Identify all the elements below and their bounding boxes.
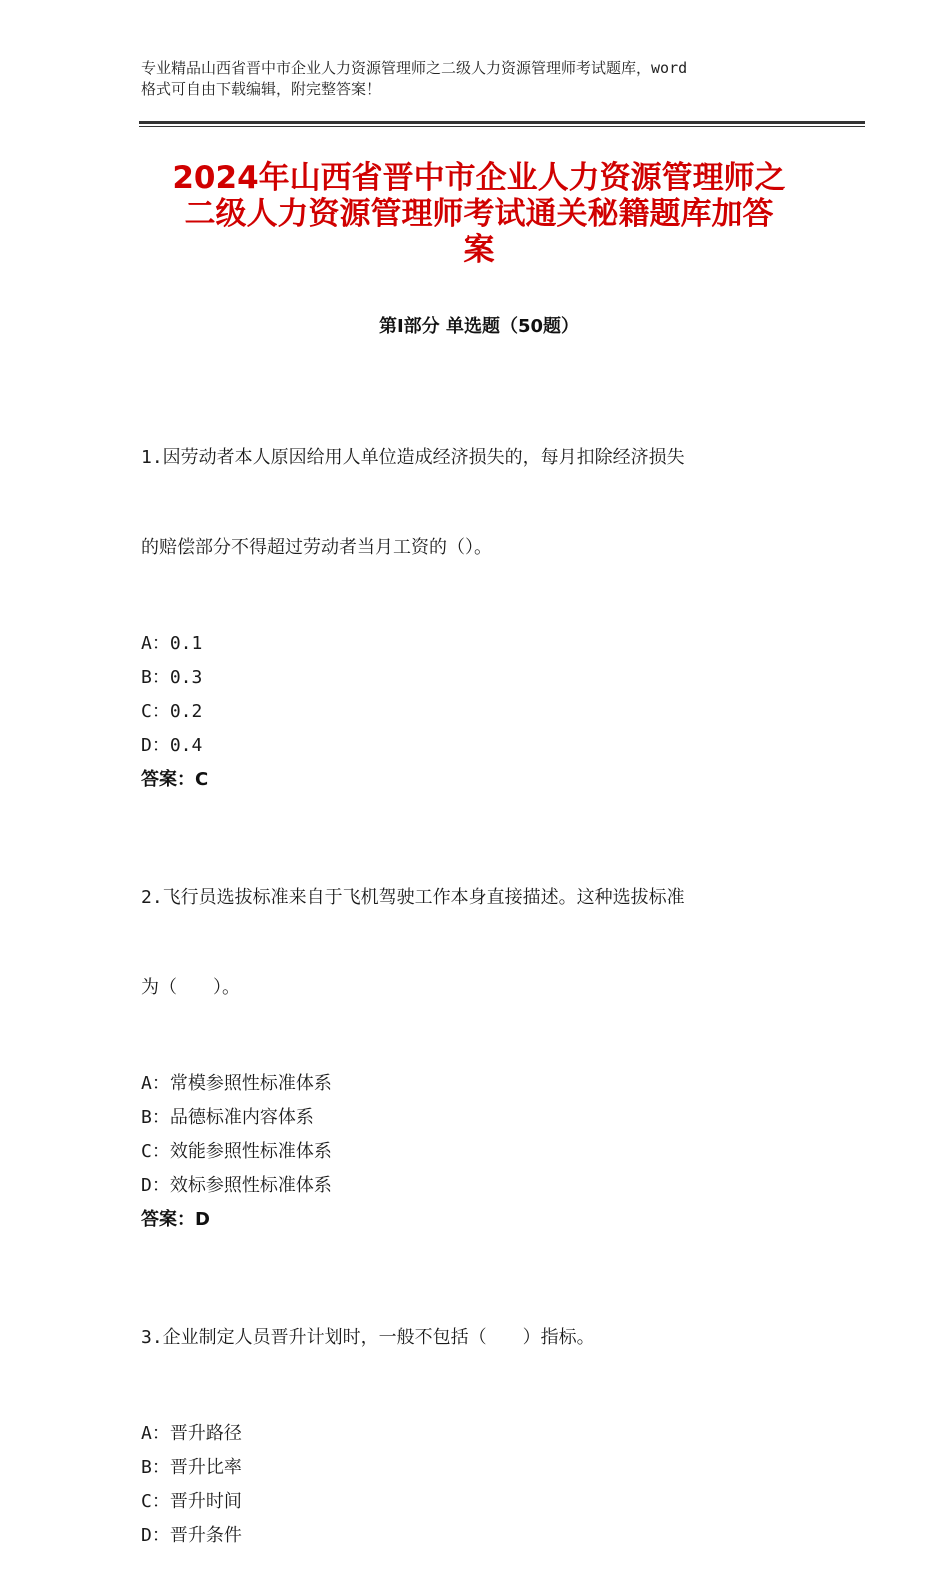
question-list xyxy=(141,383,821,1579)
header-note xyxy=(141,58,831,100)
question-2-answer: 答案：D xyxy=(141,1209,210,1230)
question-1-option-d: D：0.4 xyxy=(141,735,203,756)
question-2-option-a: A：常模参照性标准体系 xyxy=(141,1073,332,1094)
question-2-text-line-2: 为（ ）。 xyxy=(141,977,240,998)
question-2-option-d: D：效标参照性标准体系 xyxy=(141,1175,332,1196)
question-1-option-c: C：0.2 xyxy=(141,701,203,722)
question-3 xyxy=(141,1263,821,1553)
question-3-option-c: C：晋升时间 xyxy=(141,1491,242,1512)
header-note-line-2: 格式可自由下载编辑，附完整答案！ xyxy=(141,80,382,98)
question-1 xyxy=(141,383,821,797)
question-3-text-line-1: 3.企业制定人员晋升计划时，一般不包括（ ）指标。 xyxy=(141,1327,595,1348)
question-1-text-line-2: 的赔偿部分不得超过劳动者当月工资的（）。 xyxy=(141,537,492,558)
document-title-line-2: 二级人力资源管理师考试通关秘籍题库加答 xyxy=(184,196,774,232)
question-3-text xyxy=(141,1263,821,1413)
question-2-option-b: B：品德标准内容体系 xyxy=(141,1107,314,1128)
question-2-text-line-1: 2.飞行员选拔标准来自于飞机驾驶工作本身直接描述。这种选拔标准 xyxy=(141,887,685,908)
question-2 xyxy=(141,823,821,1237)
section-title: 第Ⅰ部分 单选题（50题） xyxy=(378,316,579,337)
question-2-option-c: C：效能参照性标准体系 xyxy=(141,1141,332,1162)
header-divider-thin xyxy=(139,126,865,127)
question-3-option-b: B：晋升比率 xyxy=(141,1457,242,1478)
question-1-option-a: A：0.1 xyxy=(141,633,203,654)
header-divider-thick xyxy=(139,121,865,124)
question-1-text xyxy=(141,383,821,623)
header-note-line-1: 专业精品山西省晋中市企业人力资源管理师之二级人力资源管理师考试题库，word xyxy=(141,59,688,77)
document-title xyxy=(139,160,819,268)
question-1-text-line-1: 1.因劳动者本人原因给用人单位造成经济损失的，每月扣除经济损失 xyxy=(141,447,685,468)
question-2-text xyxy=(141,823,821,1063)
question-3-option-a: A：晋升路径 xyxy=(141,1423,242,1444)
document-title-line-3: 案 xyxy=(463,232,495,268)
question-1-answer: 答案：C xyxy=(141,769,209,790)
document-title-line-1: 2024年山西省晋中市企业人力资源管理师之 xyxy=(172,160,786,196)
question-3-option-d: D：晋升条件 xyxy=(141,1525,242,1546)
question-1-option-b: B：0.3 xyxy=(141,667,203,688)
